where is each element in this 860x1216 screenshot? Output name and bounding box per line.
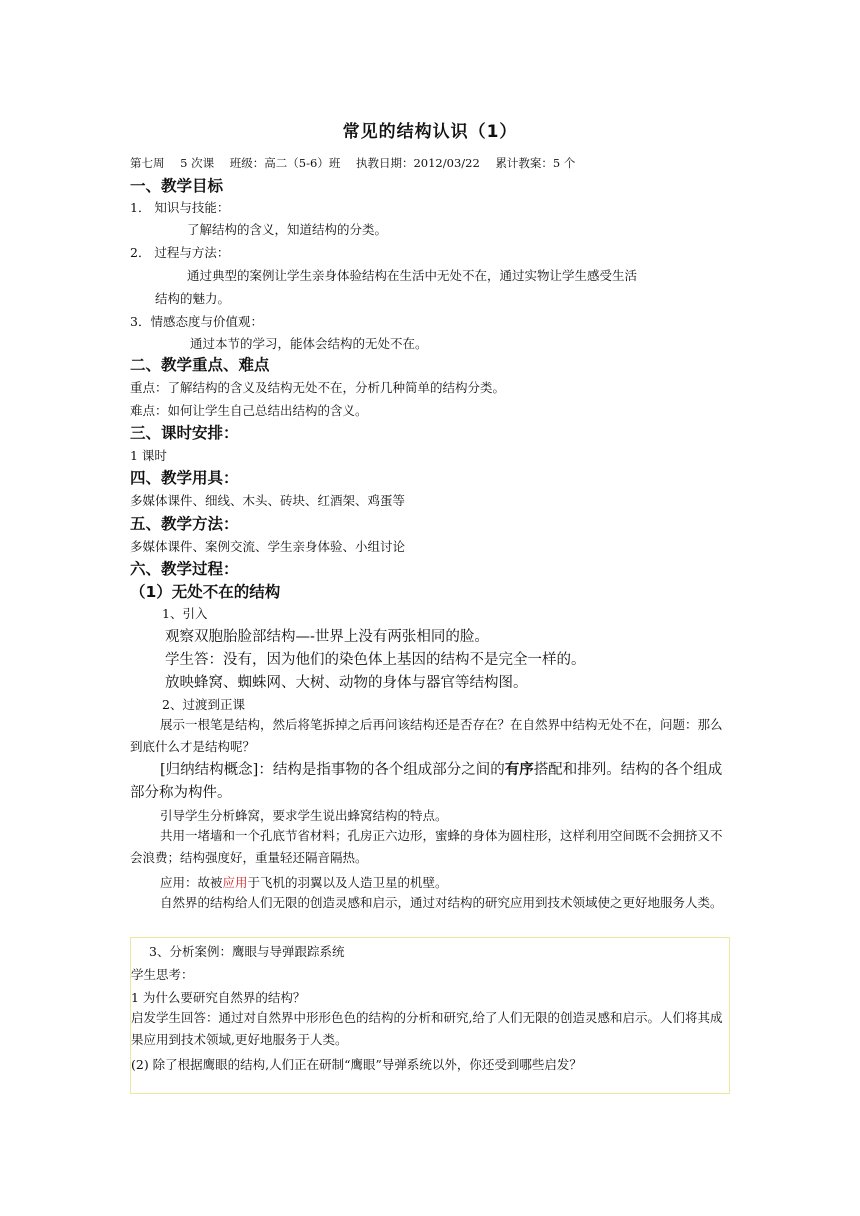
application-text-b: 于飞机的羽翼以及人造卫星的机壁。 <box>247 875 448 890</box>
section-heading-methods: 五、教学方法： <box>130 515 239 533</box>
question-2: (2) 除了根据鹰眼的结构,人们正在研制“鹰眼”导弹系统以外，你还受到哪些启发？ <box>131 1057 582 1072</box>
objective-2-text: 通过典型的案例让学生亲身体验结构在生活中无处不在，通过实物让学生感受生活 <box>187 268 638 283</box>
difficult-point-text: 难点：如何让学生自己总结出结构的含义。 <box>130 403 368 418</box>
application-highlight: 应用 <box>222 875 248 890</box>
concept-text-b: 搭配和排列。结构的各个组成部分称为构件。 <box>130 762 723 801</box>
meta-line <box>130 155 587 171</box>
case-title: 3、分析案例：鹰眼与导弹跟踪系统 <box>149 944 345 959</box>
subsection-heading-ubiquitous: （1）无处不在的结构 <box>130 583 281 601</box>
paragraph-pen-structure: 展示一根笔是结构，然后将笔拆掉之后再问该结构还是否存在？在自然界中结构无处不在，问题：那么到底什么才是结构呢？ <box>130 717 723 754</box>
tools-text: 多媒体课件、细线、木头、砖块、红酒架、鸡蛋等 <box>130 493 406 508</box>
section-heading-key-points: 二、教学重点、难点 <box>130 356 270 374</box>
concept-text-a: [归纳结构概念]：结构是指事物的各个组成部分之间的 <box>160 762 505 778</box>
application-line <box>160 873 448 891</box>
meta-date: 执教日期：2012/03/22 <box>355 156 480 170</box>
objective-1-text: 了解结构的含义，知道结构的分类。 <box>187 222 388 237</box>
document-title: 常见的结构认识（1） <box>342 122 518 142</box>
section-heading-tools: 四、教学用具： <box>130 469 239 487</box>
intro-line-1: 观察双胞胎脸部结构—-世界上没有两张相同的脸。 <box>165 629 489 645</box>
step-intro-label: 1、引入 <box>162 606 208 621</box>
key-point-text: 重点：了解结构的含义及结构无处不在，分析几种简单的结构分类。 <box>130 380 506 395</box>
meta-week: 第七周 <box>130 156 165 170</box>
objective-1-label: 1． 知识与技能： <box>130 200 230 215</box>
student-think-label: 学生思考： <box>131 967 194 982</box>
schedule-text: 1 课时 <box>130 448 167 463</box>
meta-count: 累计教案：5 个 <box>495 156 576 170</box>
intro-line-3: 放映蜂窝、蜘蛛网、大树、动物的身体与器官等结构图。 <box>165 675 528 691</box>
step-transition-label: 2、过渡到正课 <box>162 697 245 712</box>
methods-text: 多媒体课件、案例交流、学生亲身体验、小组讨论 <box>130 539 406 554</box>
paragraph-nature-inspiration: 自然界的结构给人们无限的创造灵感和启示，通过对结构的研究应用到技术领域使之更好地服务人类。 <box>160 895 723 910</box>
meta-class: 班级：高二（5-6）班 <box>229 156 341 170</box>
intro-line-2: 学生答：没有，因为他们的染色体上基因的结构不是完全一样的。 <box>165 652 586 668</box>
objective-3-label: 3．情感态度与价值观： <box>130 314 263 329</box>
paragraph-honeycomb: 共用一堵墙和一个孔底节省材料；孔房正六边形，蜜蜂的身体为圆柱形，这样利用空间既不会拥挤又不会浪费；结构强度好，重量轻还隔音隔热。 <box>130 828 723 865</box>
application-text-a: 应用：故被 <box>160 875 223 890</box>
guided-answer: 启发学生回答：通过对自然界中形形色色的结构的分析和研究,给了人们无限的创造灵感和启示。人们将其成果应用到技术领域,更好地服务于人类。 <box>131 1010 723 1047</box>
objective-2-label: 2． 过程与方法： <box>130 245 230 260</box>
section-heading-process: 六、教学过程： <box>130 560 239 578</box>
guide-text: 引导学生分析蜂窝，要求学生说出蜂窝结构的特点。 <box>160 808 448 823</box>
meta-lesson: 5 次课 <box>180 156 215 170</box>
question-1: 1 为什么要研究自然界的结构？ <box>131 990 306 1005</box>
objective-2-text-cont: 结构的魅力。 <box>155 291 231 306</box>
section-heading-objectives: 一、教学目标 <box>130 177 224 195</box>
concept-text-emphasis: 有序 <box>504 761 534 778</box>
paragraph-structure-concept <box>130 758 730 805</box>
case-box <box>130 937 730 1094</box>
section-heading-schedule: 三、课时安排： <box>130 424 239 442</box>
objective-3-text: 通过本节的学习，能体会结构的无处不在。 <box>190 336 428 351</box>
